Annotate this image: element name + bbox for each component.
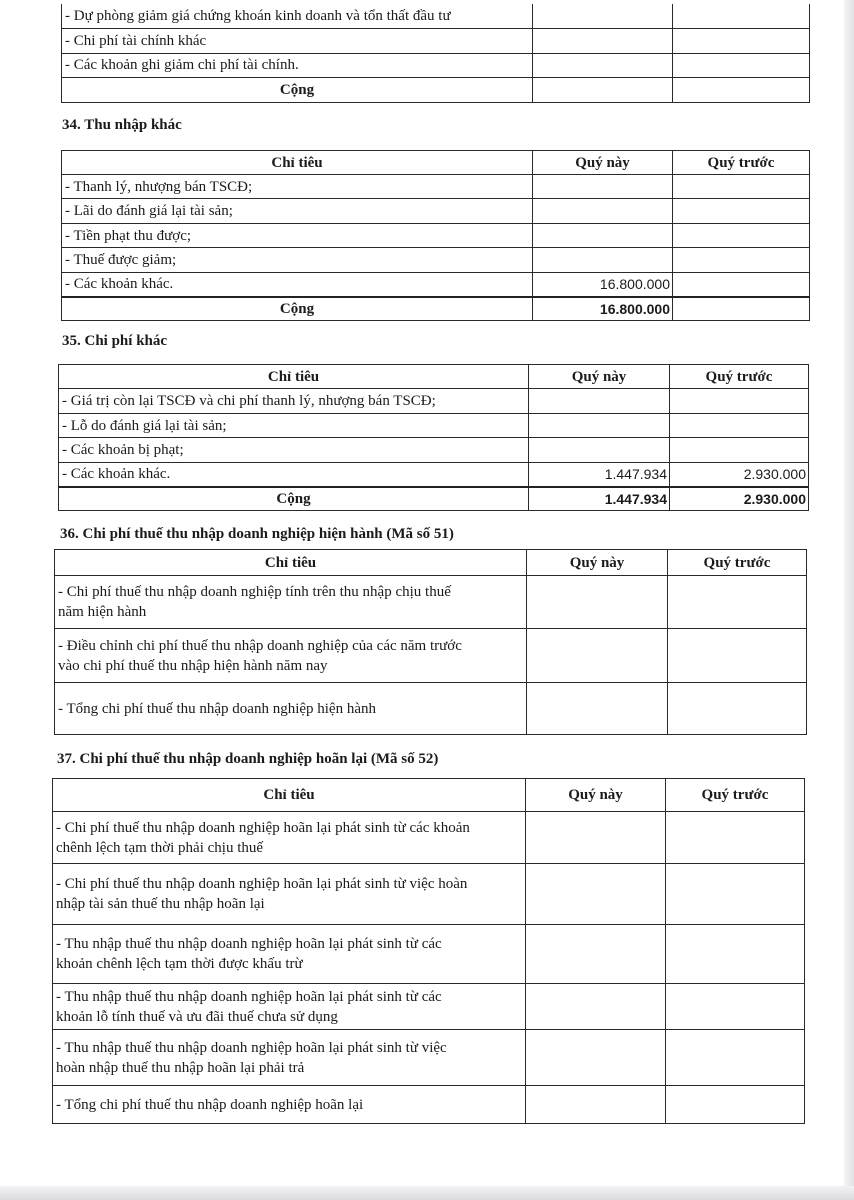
section-36-title: 36. Chi phí thuế thu nhập doanh nghiệp hiện hành (Mã số 51) bbox=[60, 526, 454, 542]
section-35-title: 35. Chi phí khác bbox=[62, 333, 168, 349]
table-37 bbox=[52, 778, 805, 1124]
total-label: Cộng bbox=[59, 487, 529, 511]
table-row bbox=[55, 576, 807, 629]
table-row bbox=[53, 864, 805, 925]
total-label: Cộng bbox=[62, 297, 533, 321]
section-34-title: 34. Thu nhập khác bbox=[62, 117, 182, 133]
header-quy-truoc: Quý trước bbox=[666, 779, 805, 812]
row-label: - Thu nhập thuế thu nhập doanh nghiệp hoãn lại phát sinh từ các khoản lỗ tính thuế và ưu đãi thuế chưa sử dụng bbox=[53, 984, 526, 1030]
table-row bbox=[59, 463, 809, 487]
header-quy-nay: Quý này bbox=[529, 365, 670, 389]
header-row bbox=[62, 151, 810, 175]
row-label: - Chi phí thuế thu nhập doanh nghiệp hoãn lại phát sinh từ việc hoàn nhập tài sản thuế thu nhập hoãn lại bbox=[53, 864, 526, 925]
table-row bbox=[53, 925, 805, 984]
table-row bbox=[62, 53, 810, 77]
table-row bbox=[59, 438, 809, 463]
page-bottom-shadow bbox=[0, 1186, 854, 1200]
page-edge-shadow bbox=[844, 0, 854, 1200]
header-row bbox=[55, 550, 807, 576]
header-row bbox=[59, 365, 809, 389]
row-label: - Thu nhập thuế thu nhập doanh nghiệp hoãn lại phát sinh từ các khoản chênh lệch tạm thời được khấu trừ bbox=[53, 925, 526, 984]
table-row bbox=[53, 984, 805, 1030]
total-row bbox=[62, 297, 810, 321]
header-chi-tieu: Chỉ tiêu bbox=[62, 151, 533, 175]
total-current: 16.800.000 bbox=[533, 297, 673, 321]
table-36 bbox=[54, 549, 807, 735]
total-previous: 2.930.000 bbox=[670, 487, 809, 511]
row-label: - Thanh lý, nhượng bán TSCĐ; bbox=[62, 175, 533, 199]
row-label: - Giá trị còn lại TSCĐ và chi phí thanh lý, nhượng bán TSCĐ; bbox=[59, 389, 529, 414]
table-row bbox=[62, 273, 810, 297]
row-label: - Các khoản ghi giảm chi phí tài chính. bbox=[62, 53, 533, 77]
table-34 bbox=[61, 150, 810, 321]
header-quy-nay: Quý này bbox=[526, 779, 666, 812]
total-current: 1.447.934 bbox=[529, 487, 670, 511]
row-label: - Thu nhập thuế thu nhập doanh nghiệp hoãn lại phát sinh từ việc hoàn nhập thuế thu nhập hoãn lại phải trả bbox=[53, 1030, 526, 1086]
value-current: 1.447.934 bbox=[529, 463, 670, 487]
row-label: - Tổng chi phí thuế thu nhập doanh nghiệp hiện hành bbox=[55, 683, 527, 735]
table-row bbox=[59, 389, 809, 414]
table-row bbox=[62, 28, 810, 53]
header-chi-tieu: Chỉ tiêu bbox=[55, 550, 527, 576]
header-quy-truoc: Quý trước bbox=[668, 550, 807, 576]
header-chi-tieu: Chỉ tiêu bbox=[59, 365, 529, 389]
row-label: - Dự phòng giảm giá chứng khoán kinh doanh và tổn thất đầu tư bbox=[62, 4, 533, 28]
section-37-title: 37. Chi phí thuế thu nhập doanh nghiệp hoãn lại (Mã số 52) bbox=[57, 751, 439, 767]
table-row bbox=[53, 812, 805, 864]
row-label: - Tiền phạt thu được; bbox=[62, 224, 533, 248]
table-row bbox=[62, 248, 810, 273]
row-label: - Lãi do đánh giá lại tài sản; bbox=[62, 199, 533, 224]
table-row bbox=[55, 683, 807, 735]
table-33-tail bbox=[61, 4, 810, 103]
table-35 bbox=[58, 364, 809, 511]
row-label: - Chi phí tài chính khác bbox=[62, 28, 533, 53]
row-label: - Thuế được giảm; bbox=[62, 248, 533, 273]
row-label: - Các khoản bị phạt; bbox=[59, 438, 529, 463]
table-row bbox=[55, 629, 807, 683]
row-label: - Lỗ do đánh giá lại tài sản; bbox=[59, 414, 529, 438]
value-previous: 2.930.000 bbox=[670, 463, 809, 487]
total-row bbox=[59, 487, 809, 511]
header-quy-nay: Quý này bbox=[527, 550, 668, 576]
row-label: - Chi phí thuế thu nhập doanh nghiệp hoãn lại phát sinh từ các khoản chênh lệch tạm thời phải chịu thuế bbox=[53, 812, 526, 864]
row-label: - Tổng chi phí thuế thu nhập doanh nghiệp hoãn lại bbox=[53, 1086, 526, 1124]
table-row bbox=[62, 175, 810, 199]
total-label: Cộng bbox=[62, 77, 533, 102]
row-label: - Các khoản khác. bbox=[59, 463, 529, 487]
table-row bbox=[53, 1030, 805, 1086]
table-row bbox=[62, 4, 810, 28]
header-quy-nay: Quý này bbox=[533, 151, 673, 175]
value-current: 16.800.000 bbox=[533, 273, 673, 297]
header-chi-tieu: Chỉ tiêu bbox=[53, 779, 526, 812]
row-label: - Các khoản khác. bbox=[62, 273, 533, 297]
table-row bbox=[62, 199, 810, 224]
row-label: - Điều chỉnh chi phí thuế thu nhập doanh nghiệp của các năm trước vào chi phí thuế thu nhập hiện hành năm nay bbox=[55, 629, 527, 683]
table-row bbox=[59, 414, 809, 438]
header-row bbox=[53, 779, 805, 812]
header-quy-truoc: Quý trước bbox=[673, 151, 810, 175]
total-row bbox=[62, 77, 810, 102]
row-label: - Chi phí thuế thu nhập doanh nghiệp tính trên thu nhập chịu thuế năm hiện hành bbox=[55, 576, 527, 629]
table-row bbox=[53, 1086, 805, 1124]
header-quy-truoc: Quý trước bbox=[670, 365, 809, 389]
table-row bbox=[62, 224, 810, 248]
